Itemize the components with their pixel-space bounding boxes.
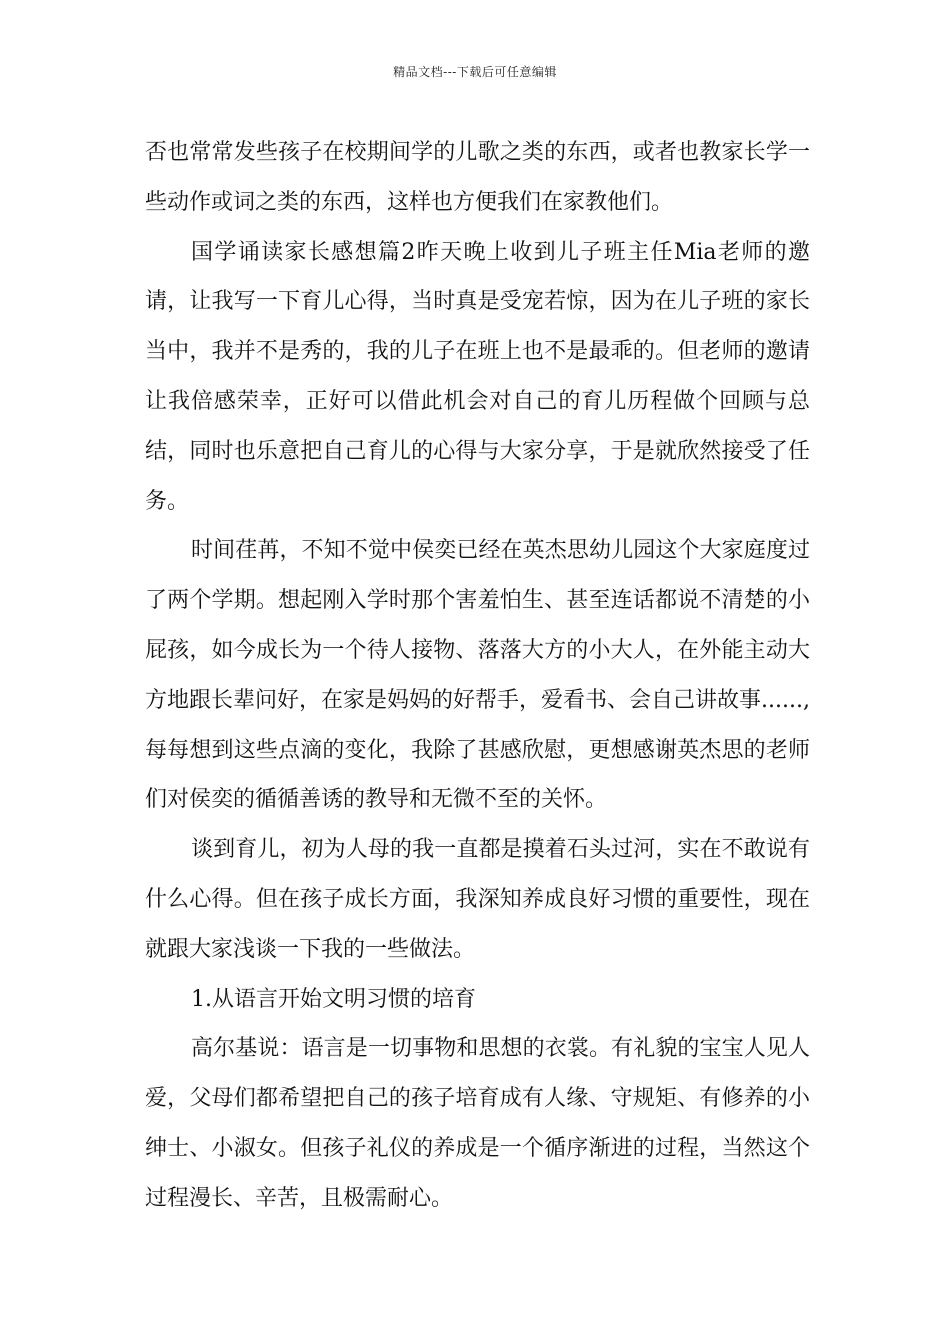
section-heading-language-habits: 1.从语言开始文明习惯的培育 (191, 986, 476, 1012)
page-header: 精品文档---下载后可任意编辑 (393, 65, 557, 79)
paragraph-gorky-quote: 高尔基说：语言是一切事物和思想的衣裳。有礼貌的宝宝人见人爱，父母们都希望把自己的孩子培育成有人缘、守规矩、有修养的小绅士、小淑女。但孩子礼仪的养成是一个循序渐进的过程，当然这个过程漫长、辛苦，且极需耐心。 (145, 1036, 810, 1211)
paragraph-essay-intro: 国学诵读家长感想篇2昨天晚上收到儿子班主任Mia老师的邀请，让我写一下育儿心得，当时真是受宠若惊，因为在儿子班的家长当中，我并不是秀的，我的儿子在班上也不是最乖的。但老师的邀请让我倍感荣幸，正好可以借此机会对自己的育儿历程做个回顾与总结，同时也乐意把自己育儿的心得与大家分享，于是就欣然接受了任务。 (145, 239, 810, 514)
paragraph-parenting: 谈到育儿，初为人母的我一直都是摸着石头过河，实在不敢说有什么心得。但在孩子成长方面，我深知养成良好习惯的重要性，现在就跟大家浅谈一下我的一些做法。 (145, 837, 810, 962)
document-body (145, 128, 810, 1224)
paragraph-continued: 否也常常发些孩子在校期间学的儿歌之类的东西，或者也教家长学一些动作或词之类的东西，这样也方便我们在家教他们。 (145, 140, 810, 215)
paragraph-time-passes: 时间荏苒，不知不觉中侯奕已经在英杰思幼儿园这个大家庭度过了两个学期。想起刚入学时那个害羞怕生、甚至连话都说不清楚的小屁孩，如今成长为一个待人接物、落落大方的小大人，在外能主动大方地跟长辈问好，在家是妈妈的好帮手，爱看书、会自己讲故事......,每每想到这些点滴的变化，我除了甚感欣慰，更想感谢英杰思的老师们对侯奕的循循善诱的教导和无微不至的关怀。 (145, 538, 810, 813)
